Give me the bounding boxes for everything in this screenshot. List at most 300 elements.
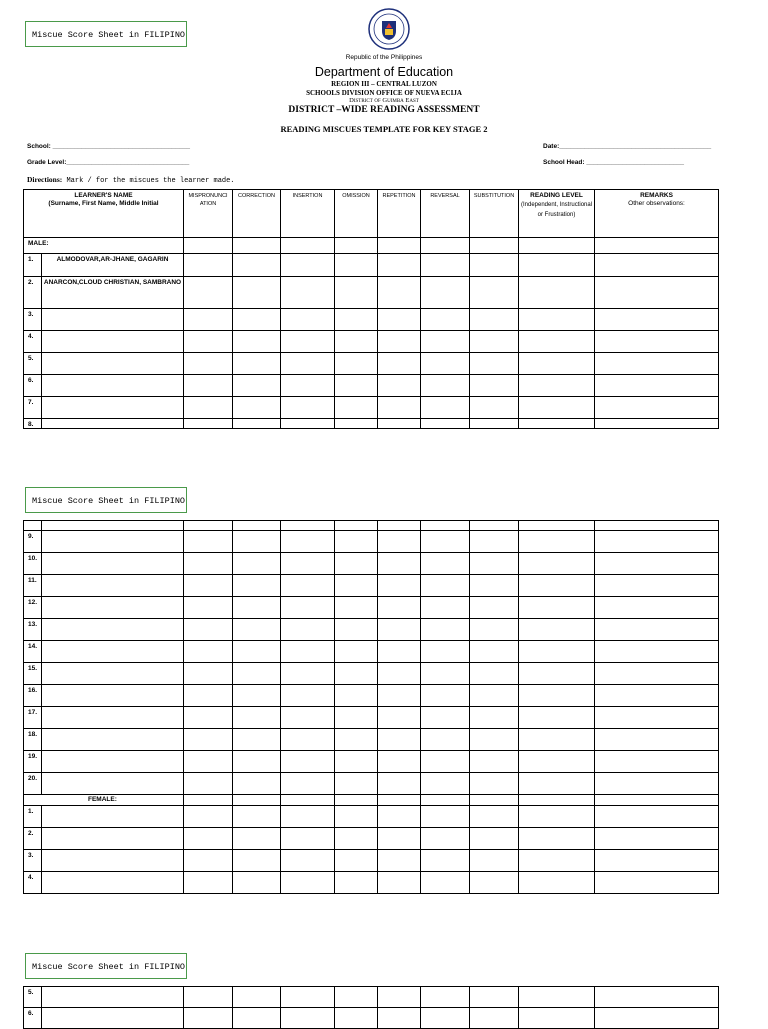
omission-cell[interactable] [335,751,378,773]
substitution-cell[interactable] [470,619,519,641]
row-number: 7. [24,397,42,419]
mispronunciation-cell[interactable] [184,751,233,773]
miscue-table-3 [23,986,719,1029]
insertion-cell[interactable] [281,254,335,277]
remarks-cell[interactable] [595,872,719,894]
correction-cell[interactable] [233,707,281,729]
date-field[interactable]: Date:__________________________________________ [543,143,712,150]
learner-name-cell[interactable] [42,419,184,429]
insertion-cell[interactable] [281,419,335,429]
learner-name-cell[interactable] [42,619,184,641]
reversal-cell[interactable] [421,1008,470,1029]
correction-cell[interactable] [233,597,281,619]
insertion-cell[interactable] [281,575,335,597]
repetition-cell[interactable] [378,419,421,429]
correction-cell[interactable] [233,729,281,751]
learner-name-cell[interactable] [42,397,184,419]
mispronunciation-cell[interactable] [184,419,233,429]
correction-cell[interactable] [233,1008,281,1029]
learner-name-cell[interactable] [42,987,184,1008]
correction-cell[interactable] [233,397,281,419]
mispronunciation-cell[interactable] [184,353,233,375]
mispronunciation-cell[interactable] [184,707,233,729]
learner-name-cell[interactable] [42,663,184,685]
row-number: 17. [24,707,42,729]
correction-cell[interactable] [233,773,281,795]
insertion-cell[interactable] [281,850,335,872]
learner-name-cell[interactable] [42,751,184,773]
correction-cell[interactable] [233,828,281,850]
spacer-row [24,521,719,531]
reversal-cell[interactable] [421,254,470,277]
repetition-cell[interactable] [378,773,421,795]
insertion-cell[interactable] [281,375,335,397]
repetition-cell[interactable] [378,850,421,872]
substitution-cell[interactable] [470,419,519,429]
mispronunciation-cell[interactable] [184,685,233,707]
remarks-sub: Other observations: [628,200,685,207]
school-field[interactable]: School: ______________________________________ [27,143,191,150]
remarks-cell[interactable] [595,685,719,707]
row-number: 2. [24,277,42,309]
repetition-cell[interactable] [378,331,421,353]
insertion-cell[interactable] [281,729,335,751]
repetition-cell[interactable] [378,277,421,309]
omission-cell[interactable] [335,309,378,331]
learner-name-sub: (Surname, First Name, Middle Initial [48,200,159,207]
col-substitution: SUBSTITUTION [470,190,519,238]
repetition-cell[interactable] [378,828,421,850]
reversal-cell[interactable] [421,751,470,773]
row-number: 15. [24,663,42,685]
omission-cell[interactable] [335,641,378,663]
omission-cell[interactable] [335,707,378,729]
insertion-cell[interactable] [281,806,335,828]
remarks-cell[interactable] [595,987,719,1008]
reversal-cell[interactable] [421,277,470,309]
repetition-cell[interactable] [378,663,421,685]
repetition-cell[interactable] [378,729,421,751]
learner-name-cell[interactable]: ANARCON,CLOUD CHRISTIAN, SAMBRANO [42,277,184,309]
table-row [24,850,719,872]
correction-cell[interactable] [233,254,281,277]
correction-cell[interactable] [233,375,281,397]
substitution-cell[interactable] [470,1008,519,1029]
remarks-cell[interactable] [595,375,719,397]
remarks-cell[interactable] [595,254,719,277]
learner-name-cell[interactable] [42,575,184,597]
repetition-cell[interactable] [378,1008,421,1029]
mispronunciation-cell[interactable] [184,397,233,419]
correction-cell[interactable] [233,531,281,553]
repetition-cell[interactable] [378,619,421,641]
insertion-cell[interactable] [281,309,335,331]
table-row [24,531,719,553]
learner-name-cell[interactable] [42,375,184,397]
learner-name-cell[interactable] [42,828,184,850]
learner-name-cell[interactable] [42,773,184,795]
remarks-cell[interactable] [595,331,719,353]
correction-cell[interactable] [233,663,281,685]
learner-name-cell[interactable] [42,353,184,375]
mispronunciation-cell[interactable] [184,806,233,828]
correction-cell[interactable] [233,575,281,597]
repetition-cell[interactable] [378,597,421,619]
repetition-cell[interactable] [378,872,421,894]
remarks-cell[interactable] [595,773,719,795]
reading-level-cell[interactable] [519,309,595,331]
remarks-cell[interactable] [595,806,719,828]
repetition-cell[interactable] [378,641,421,663]
row-number: 4. [24,331,42,353]
reversal-cell[interactable] [421,685,470,707]
omission-cell[interactable] [335,353,378,375]
reading-level-cell[interactable] [519,353,595,375]
insertion-cell[interactable] [281,685,335,707]
insertion-cell[interactable] [281,619,335,641]
reading-level-cell[interactable] [519,277,595,309]
republic-text: Republic of the Philippines [345,54,423,61]
reversal-cell[interactable] [421,619,470,641]
reversal-cell[interactable] [421,663,470,685]
reversal-cell[interactable] [421,397,470,419]
omission-cell[interactable] [335,331,378,353]
table-row [24,685,719,707]
mispronunciation-cell[interactable] [184,828,233,850]
omission-cell[interactable] [335,773,378,795]
reversal-cell[interactable] [421,353,470,375]
repetition-cell[interactable] [378,353,421,375]
correction-cell[interactable] [233,553,281,575]
substitution-cell[interactable] [470,309,519,331]
substitution-cell[interactable] [470,987,519,1008]
score-sheet-label-2: Miscue Score Sheet in FILIPINO [25,487,187,513]
reading-level-cell[interactable] [519,619,595,641]
omission-cell[interactable] [335,729,378,751]
reading-level-cell[interactable] [519,597,595,619]
mispronunciation-cell[interactable] [184,531,233,553]
substitution-cell[interactable] [470,773,519,795]
mispronunciation-cell[interactable] [184,663,233,685]
reversal-cell[interactable] [421,531,470,553]
mispronunciation-cell[interactable] [184,309,233,331]
reading-level-cell[interactable] [519,685,595,707]
reading-level-cell[interactable] [519,806,595,828]
insertion-cell[interactable] [281,331,335,353]
remarks-cell[interactable] [595,531,719,553]
col-omission: OMISSION [335,190,378,238]
reversal-cell[interactable] [421,872,470,894]
repetition-cell[interactable] [378,987,421,1008]
correction-cell[interactable] [233,309,281,331]
mispronunciation-cell[interactable] [184,575,233,597]
substitution-cell[interactable] [470,375,519,397]
repetition-cell[interactable] [378,254,421,277]
reading-level-cell[interactable] [519,331,595,353]
learner-name-cell[interactable] [42,553,184,575]
reversal-cell[interactable] [421,729,470,751]
learner-name-cell[interactable]: ALMODOVAR,AR-JHANE, GAGARIN [42,254,184,277]
region-text: REGION III – CENTRAL LUZON [331,80,437,88]
learner-name-cell[interactable] [42,641,184,663]
correction-cell[interactable] [233,419,281,429]
omission-cell[interactable] [335,619,378,641]
substitution-cell[interactable] [470,531,519,553]
substitution-cell[interactable] [470,872,519,894]
row-number: 16. [24,685,42,707]
insertion-cell[interactable] [281,872,335,894]
grade-level-field[interactable]: Grade Level:__________________________________ [27,159,190,166]
remarks-cell[interactable] [595,619,719,641]
remarks-cell[interactable] [595,751,719,773]
reading-level-cell[interactable] [519,254,595,277]
learner-name-cell[interactable] [42,872,184,894]
reading-level-cell[interactable] [519,575,595,597]
department-title: Department of Education [314,65,454,79]
remarks-cell[interactable] [595,553,719,575]
remarks-cell[interactable] [595,828,719,850]
omission-cell[interactable] [335,663,378,685]
remarks-cell[interactable] [595,641,719,663]
reading-level-cell[interactable] [519,751,595,773]
learner-name-cell[interactable] [42,531,184,553]
repetition-cell[interactable] [378,397,421,419]
remarks-cell[interactable] [595,663,719,685]
mispronunciation-cell[interactable] [184,641,233,663]
insertion-cell[interactable] [281,828,335,850]
mispronunciation-cell[interactable] [184,850,233,872]
remarks-cell[interactable] [595,419,719,429]
row-number: 3. [24,850,42,872]
substitution-cell[interactable] [470,685,519,707]
repetition-cell[interactable] [378,309,421,331]
mispronunciation-cell[interactable] [184,773,233,795]
reversal-cell[interactable] [421,828,470,850]
substitution-cell[interactable] [470,575,519,597]
mispronunciation-cell[interactable] [184,254,233,277]
insertion-cell[interactable] [281,553,335,575]
table-row [24,663,719,685]
reversal-cell[interactable] [421,553,470,575]
omission-cell[interactable] [335,806,378,828]
mispronunciation-cell[interactable] [184,619,233,641]
table-row [24,553,719,575]
school-head-field[interactable]: School Head: ___________________________ [543,159,684,166]
remarks-cell[interactable] [595,850,719,872]
mispronunciation-cell[interactable] [184,987,233,1008]
substitution-cell[interactable] [470,397,519,419]
insertion-cell[interactable] [281,707,335,729]
learner-name-cell[interactable] [42,597,184,619]
remarks-cell[interactable] [595,353,719,375]
row-number: 11. [24,575,42,597]
remarks-cell[interactable] [595,1008,719,1029]
reading-level-cell[interactable] [519,872,595,894]
correction-cell[interactable] [233,331,281,353]
reversal-cell[interactable] [421,375,470,397]
reading-level-cell[interactable] [519,531,595,553]
reversal-cell[interactable] [421,419,470,429]
reversal-cell[interactable] [421,575,470,597]
learner-name-cell[interactable] [42,707,184,729]
omission-cell[interactable] [335,254,378,277]
reversal-cell[interactable] [421,987,470,1008]
col-remarks [595,190,719,238]
correction-cell[interactable] [233,751,281,773]
omission-cell[interactable] [335,872,378,894]
insertion-cell[interactable] [281,531,335,553]
reversal-cell[interactable] [421,309,470,331]
reading-level-cell[interactable] [519,641,595,663]
repetition-cell[interactable] [378,806,421,828]
insertion-cell[interactable] [281,597,335,619]
reading-level-cell[interactable] [519,707,595,729]
col-repetition: REPETITION [378,190,421,238]
substitution-cell[interactable] [470,828,519,850]
correction-cell[interactable] [233,987,281,1008]
row-number: 9. [24,531,42,553]
correction-cell[interactable] [233,277,281,309]
substitution-cell[interactable] [470,353,519,375]
row-number: 4. [24,872,42,894]
mispronunciation-cell[interactable] [184,331,233,353]
insertion-cell[interactable] [281,353,335,375]
reading-level-cell[interactable] [519,987,595,1008]
substitution-cell[interactable] [470,641,519,663]
table-row [24,597,719,619]
mispronunciation-cell[interactable] [184,729,233,751]
reversal-cell[interactable] [421,773,470,795]
mispronunciation-cell[interactable] [184,553,233,575]
insertion-cell[interactable] [281,663,335,685]
mispronunciation-cell[interactable] [184,277,233,309]
row-number: 13. [24,619,42,641]
reading-level-cell[interactable] [519,419,595,429]
learner-name-cell[interactable] [42,1008,184,1029]
learner-name-cell[interactable] [42,806,184,828]
reversal-cell[interactable] [421,641,470,663]
insertion-cell[interactable] [281,277,335,309]
omission-cell[interactable] [335,277,378,309]
learner-name-cell[interactable] [42,729,184,751]
learner-name-cell[interactable] [42,309,184,331]
reversal-cell[interactable] [421,597,470,619]
omission-cell[interactable] [335,531,378,553]
omission-cell[interactable] [335,685,378,707]
omission-cell[interactable] [335,375,378,397]
insertion-cell[interactable] [281,987,335,1008]
learner-name-cell[interactable] [42,850,184,872]
reversal-cell[interactable] [421,850,470,872]
reading-level-cell[interactable] [519,828,595,850]
reading-level-cell[interactable] [519,1008,595,1029]
correction-cell[interactable] [233,850,281,872]
reading-level-cell[interactable] [519,663,595,685]
col-reversal: REVERSAL [421,190,470,238]
learner-name-cell[interactable] [42,685,184,707]
mispronunciation-cell[interactable] [184,597,233,619]
substitution-cell[interactable] [470,597,519,619]
substitution-cell[interactable] [470,806,519,828]
reading-level-cell[interactable] [519,375,595,397]
insertion-cell[interactable] [281,751,335,773]
omission-cell[interactable] [335,553,378,575]
remarks-cell[interactable] [595,397,719,419]
insertion-cell[interactable] [281,641,335,663]
remarks-cell[interactable] [595,277,719,309]
reversal-cell[interactable] [421,707,470,729]
reading-level-cell[interactable] [519,773,595,795]
reversal-cell[interactable] [421,806,470,828]
correction-cell[interactable] [233,353,281,375]
correction-cell[interactable] [233,619,281,641]
reading-level-cell[interactable] [519,850,595,872]
omission-cell[interactable] [335,850,378,872]
reading-level-cell[interactable] [519,397,595,419]
correction-cell[interactable] [233,806,281,828]
mispronunciation-cell[interactable] [184,872,233,894]
omission-cell[interactable] [335,597,378,619]
remarks-cell[interactable] [595,729,719,751]
repetition-cell[interactable] [378,575,421,597]
reading-level-cell[interactable] [519,553,595,575]
substitution-cell[interactable] [470,663,519,685]
omission-cell[interactable] [335,419,378,429]
substitution-cell[interactable] [470,751,519,773]
remarks-cell[interactable] [595,575,719,597]
col-insertion: INSERTION [281,190,335,238]
substitution-cell[interactable] [470,707,519,729]
repetition-cell[interactable] [378,707,421,729]
reversal-cell[interactable] [421,331,470,353]
omission-cell[interactable] [335,397,378,419]
omission-cell[interactable] [335,828,378,850]
substitution-cell[interactable] [470,729,519,751]
omission-cell[interactable] [335,575,378,597]
remarks-cell[interactable] [595,597,719,619]
remarks-cell[interactable] [595,309,719,331]
omission-cell[interactable] [335,987,378,1008]
substitution-cell[interactable] [470,850,519,872]
table-row [24,619,719,641]
correction-cell[interactable] [233,685,281,707]
insertion-cell[interactable] [281,773,335,795]
insertion-cell[interactable] [281,1008,335,1029]
learner-name-cell[interactable] [42,331,184,353]
mispronunciation-cell[interactable] [184,1008,233,1029]
repetition-cell[interactable] [378,553,421,575]
mispronunciation-cell[interactable] [184,375,233,397]
correction-cell[interactable] [233,641,281,663]
division-text: SCHOOLS DIVISION OFFICE OF NUEVA ECIJA [306,89,462,97]
substitution-cell[interactable] [470,331,519,353]
omission-cell[interactable] [335,1008,378,1029]
col-learner-name [24,190,184,238]
substitution-cell[interactable] [470,254,519,277]
row-number: 18. [24,729,42,751]
substitution-cell[interactable] [470,553,519,575]
reading-level-cell[interactable] [519,729,595,751]
repetition-cell[interactable] [378,751,421,773]
row-number: 1. [24,254,42,277]
repetition-cell[interactable] [378,531,421,553]
substitution-cell[interactable] [470,277,519,309]
correction-cell[interactable] [233,872,281,894]
insertion-cell[interactable] [281,397,335,419]
repetition-cell[interactable] [378,375,421,397]
remarks-cell[interactable] [595,707,719,729]
repetition-cell[interactable] [378,685,421,707]
